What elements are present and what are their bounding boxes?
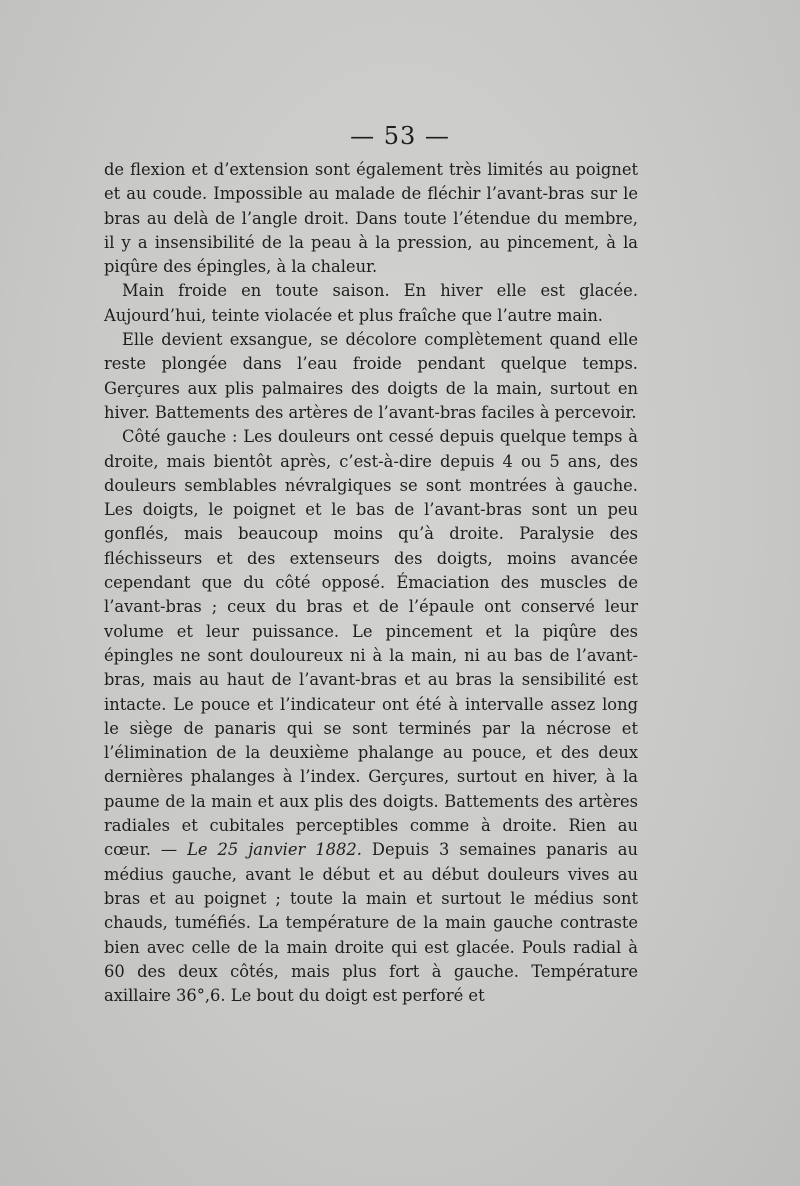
paragraph-4-date: Le 25 janvier 1882. (187, 840, 362, 860)
paragraph-4-text-before-date: Côté gauche : Les douleurs ont cessé depuis quelque temps à droite, mais bientôt après, c’est-à-dire depuis 4 ou 5 ans, des douleurs semblables névralgiques se sont montrées à gauche. Les doigts, le poignet et le bas de l’avant-bras sont un peu gonflés, mais beaucoup moins qu’à droite. Paralysie des fléchisseurs et des extenseurs des doigts, moins avancée cependant que du côté opposé. Émaciation des muscles de l’avant-bras ; ceux du bras et de l’épaule ont conservé leur volume et leur puissance. Le pincement et la piqûre des épingles ne sont douloureux ni à la main, ni au bas de l’avant-bras, mais au haut de l’avant-bras et au bras la sensibilité est intacte. Le pouce et l’indicateur ont été à intervalle assez long le siège de panaris qui se sont terminés par la nécrose et l’élimination de la deuxième phalange au pouce, et des deux dernières phalanges à l’index. Gerçures, surtout en hiver, à la paume de la main et aux plis des doigts. Battements des artères radiales et cubitales perceptibles comme à droite. Rien au cœur. — (104, 427, 638, 860)
paragraph-3: Elle devient exsangue, se décolore complètement quand elle reste plongée dans l’eau froide pendant quelque temps. Gerçures aux plis palmaires des doigts de la main, surtout en hiver. Battements des artères de l’avant-bras faciles à percevoir. (104, 330, 638, 422)
body-text (104, 158, 638, 1008)
paragraph-1: de flexion et d’extension sont également très limités au poignet et au coude. Impossible au malade de fléchir l’avant-bras sur le bras au delà de l’angle droit. Dans toute l’étendue du membre, il y a insensibilité de la peau à la pression, au pincement, à la piqûre des épingles, à la chaleur. (104, 160, 638, 277)
paragraph-4 (104, 425, 638, 1008)
paragraph-4-text-after-date: Depuis 3 semaines panaris au médius gauche, avant le début et au début douleurs vives au bras et au poignet ; toute la main et surtout le médius sont chauds, tuméfiés. La température de la main gauche contraste bien avec celle de la main droite qui est glacée. Pouls radial à 60 des deux côtés, mais plus fort à gauche. Température axillaire 36°,6. Le bout du doigt est perforé et (104, 840, 638, 1006)
paragraph-2: Main froide en toute saison. En hiver elle est glacée. Aujourd’hui, teinte violacée et plus fraîche que l’autre main. (104, 281, 638, 325)
page-number: — 53 — (350, 122, 450, 150)
